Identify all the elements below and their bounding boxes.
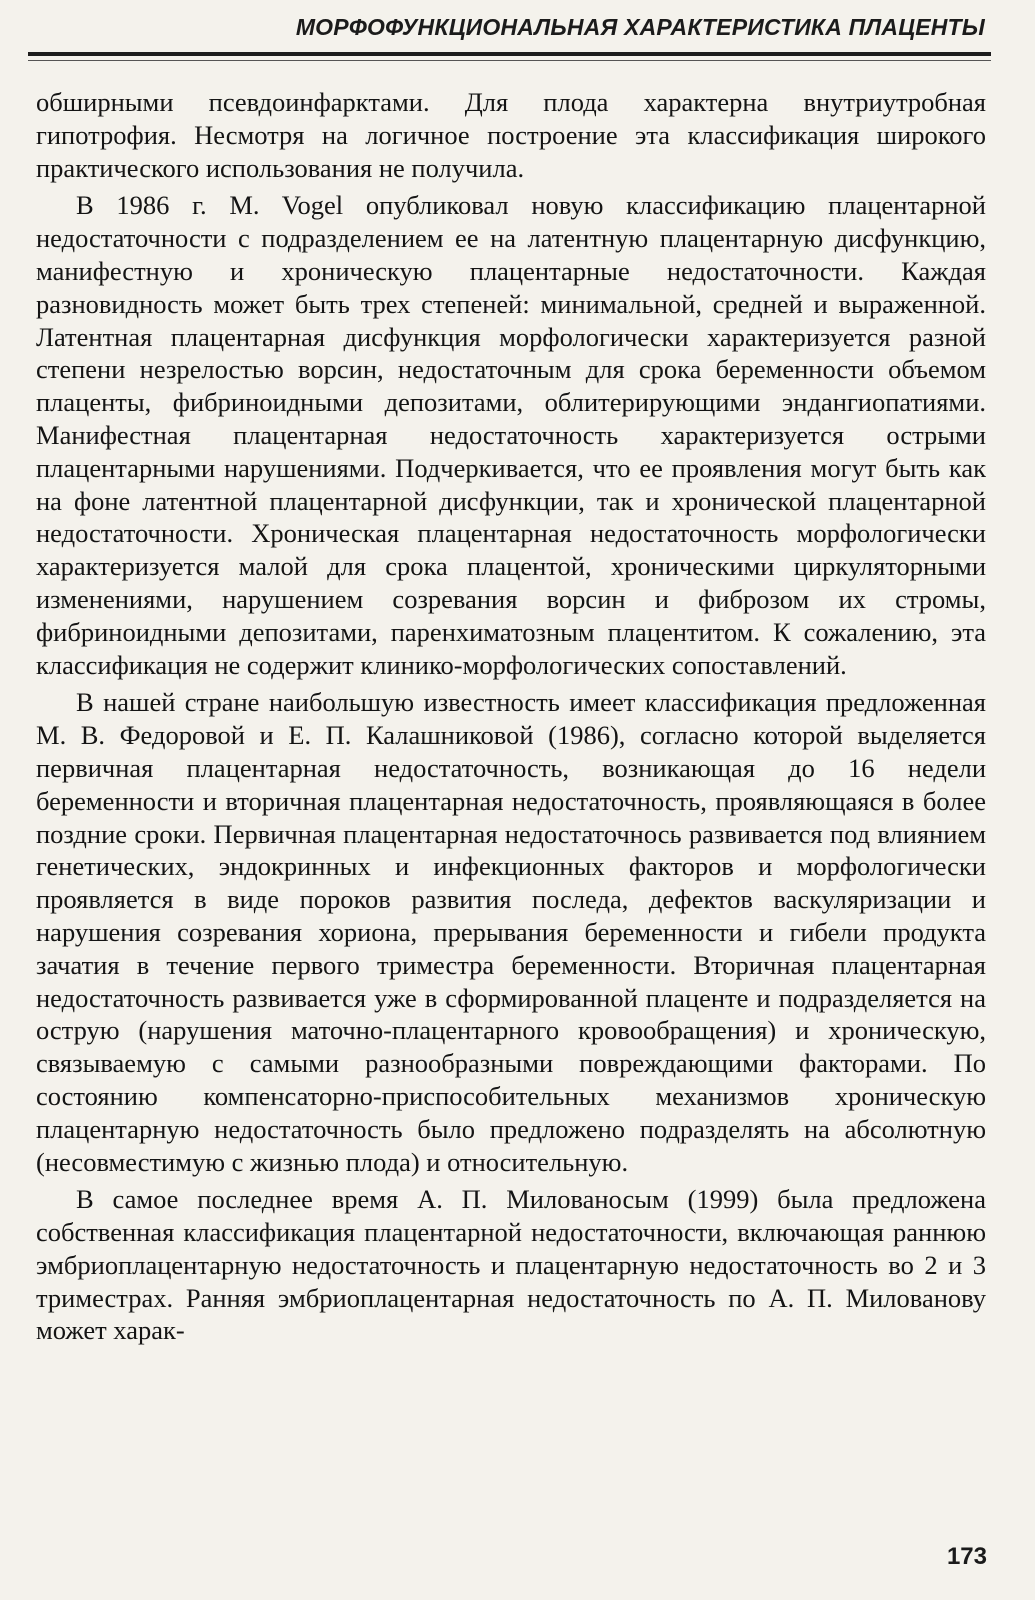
paragraph-milovanov: В самое последнее время А. П. Милованосым (1999) была предложена собственная классификация плацентарной недостаточности, включающая раннюю эмбриоплацентарную недостаточность и плацентарную недостаточность во 2 и 3 триместрах. Ранняя эмбриоплацентарная недостаточность по А. П. Милованову может харак- (36, 1184, 986, 1346)
paragraph-continuation: обширными псевдоинфарктами. Для плода характерна внутриутробная гипотрофия. Несмотря на логичное построение эта классификация широкого практического использования не получила. (36, 87, 986, 183)
header-rule-thin (28, 60, 991, 61)
body-text (36, 86, 986, 1352)
paragraph-fedorova: В нашей стране наибольшую известность имеет классификация предложенная М. В. Федоровой и Е. П. Калашниковой (1986), согласно которой выделяется первичная плацентарная недостаточность, возникающая до 16 недели беременности и вторичная плацентарная недостаточность, проявляющаяся в более поздние сроки. Первичная плацентарная недостаточнось развивается под влиянием генетических, эндокринных и инфекционных факторов и морфологически проявляется в виде пороков развития последа, дефектов васкуляризации и нарушения созревания хориона, прерывания беременности и гибели продукта зачатия в течение первого триместра беременности. Вторичная плацентарная недостаточность развивается уже в сформированной плаценте и подразделяется на острую (нарушения маточно-плацентарного кровообращения) и хроническую, связываемую с самыми разнообразными повреждающими факторами. По состоянию компенсаторно-приспособительных механизмов хроническую плацентарную недостаточность было предложено подразделять на абсолютную (несовместимую с жизнью плода) и относительную. (36, 687, 986, 1177)
paragraph-vogel: В 1986 г. M. Vogel опубликовал новую классификацию плацентарной недостаточности с подразделением ее на латентную плацентарную дисфункцию, манифестную и хроническую плацентарные недостаточности. Каждая разновидность может быть трех степеней: минимальной, средней и выраженной. Латентная плацентарная дисфункция морфологически характеризуется разной степени незрелостью ворсин, недостаточным для срока беременности объемом плаценты, фибриноидными депозитами, облитерирующими эндангиопатиями. Манифестная плацентарная недостаточность характеризуется острыми плацентарными нарушениями. Подчеркивается, что ее проявления могут быть как на фоне латентной плацентарной дисфункции, так и хронической плацентарной недостаточности. Хроническая плацентарная недостаточность морфологически характеризуется малой для срока плацентой, хроническими циркуляторными изменениями, нарушением созревания ворсин и фиброзом их стромы, фибриноидными депозитами, паренхиматозным плацентитом. К сожалению, эта классификация не содержит клинико-морфологических сопоставлений. (36, 190, 986, 680)
running-head: МОРФОФУНКЦИОНАЛЬНАЯ ХАРАКТЕРИСТИКА ПЛАЦЕНТЫ (295, 14, 985, 40)
page-number: 173 (946, 1543, 987, 1570)
header-rule (28, 52, 991, 56)
